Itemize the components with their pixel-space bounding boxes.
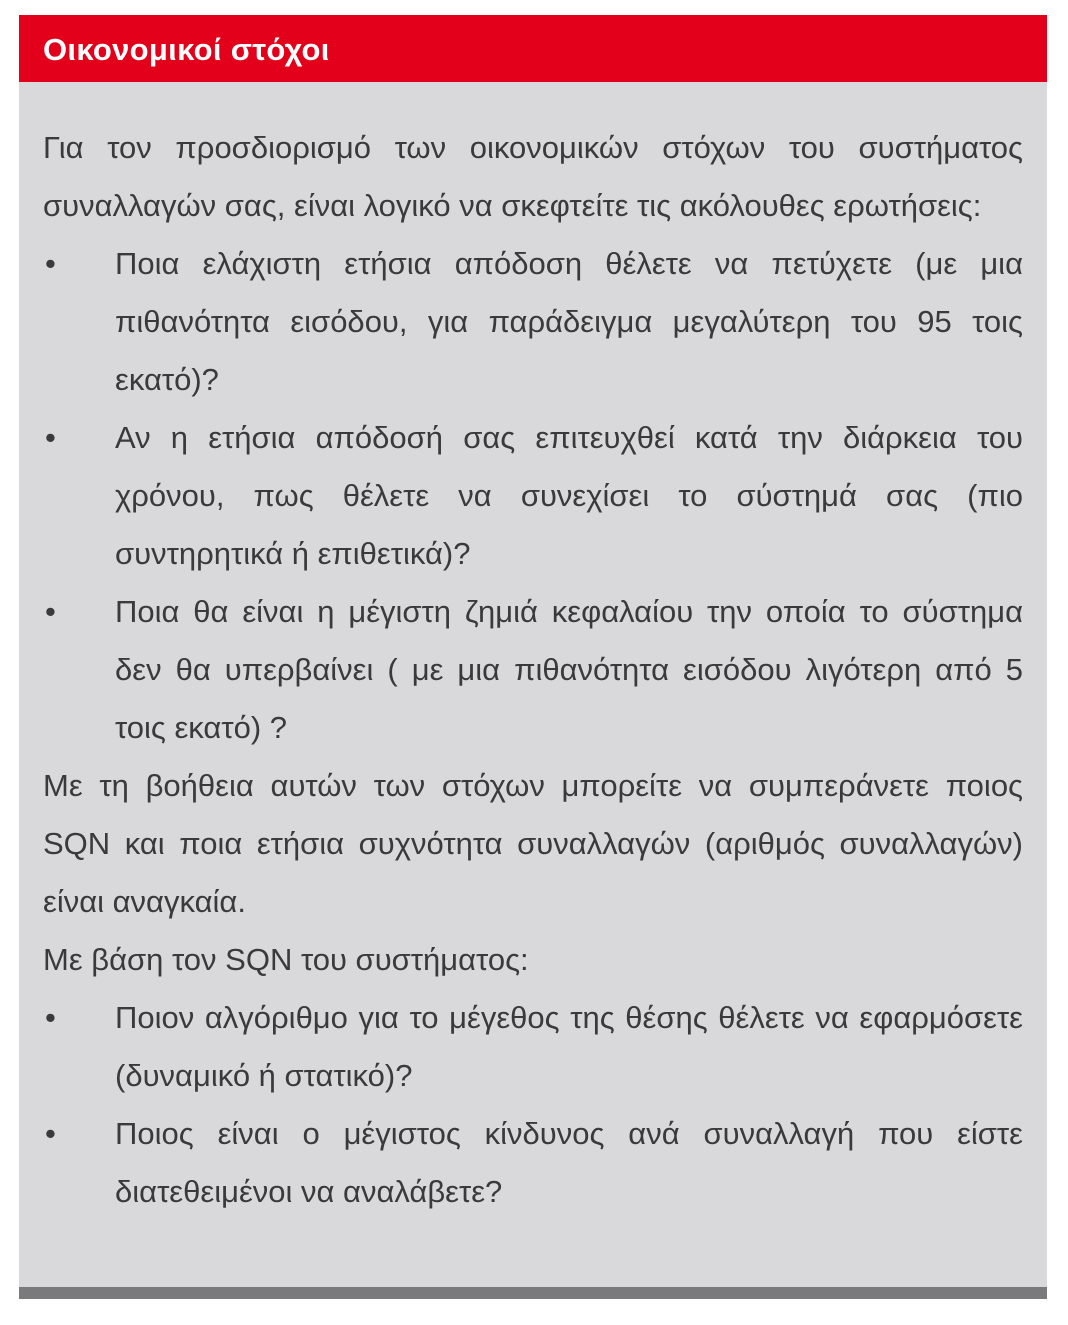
list-item-text: Ποιος είναι ο μέγιστος κίνδυνος ανά συναλλαγή που είστε διατεθειμένοι να αναλάβετε? — [115, 1116, 1023, 1209]
list-item-text: Ποιον αλγόριθμο για το μέγεθος της θέσης θέλετε να εφαρμόσετε (δυναμικό ή στατικό)? — [115, 1000, 1023, 1093]
list-item-text: Ποια θα είναι η μέγιστη ζημιά κεφαλαίου την οποία το σύστημα δεν θα υπερβαίνει ( με μια πιθανότητα εισόδου λιγότερη από 5 τοις εκατό) ? — [115, 594, 1023, 745]
box-content — [43, 119, 1023, 1221]
bullet-icon: • — [45, 1116, 56, 1151]
sqn-intro-paragraph: Με βάση τον SQN του συστήματος: — [43, 942, 529, 977]
middle-paragraph: Με τη βοήθεια αυτών των στόχων μπορείτε να συμπεράνετε ποιος SQN και ποια ετήσια συχνότητα συναλλαγών (αριθμός συναλλαγών) είναι αναγκαία. — [43, 768, 1023, 919]
list-item — [43, 235, 1023, 409]
list-item — [43, 583, 1023, 757]
financial-goals-box — [19, 15, 1047, 1299]
list-item-text: Αν η ετήσια απόδοσή σας επιτευχθεί κατά την διάρκεια του χρόνου, πως θέλετε να συνεχίσει το σύστημά σας (πιο συντηρητικά ή επιθετικά)? — [115, 420, 1023, 571]
questions-list-1 — [43, 235, 1023, 757]
bullet-icon: • — [45, 420, 56, 455]
bullet-icon: • — [45, 594, 56, 629]
bullet-icon: • — [45, 1000, 56, 1035]
bottom-border — [19, 1287, 1047, 1299]
list-item — [43, 1105, 1023, 1221]
box-header — [19, 15, 1047, 82]
list-item — [43, 989, 1023, 1105]
questions-list-2 — [43, 989, 1023, 1221]
bullet-icon: • — [45, 246, 56, 281]
intro-paragraph: Για τον προσδιορισμό των οικονομικών στόχων του συστήματος συναλλαγών σας, είναι λογικό να σκεφτείτε τις ακόλουθες ερωτήσεις: — [43, 130, 1023, 223]
list-item-text: Ποια ελάχιστη ετήσια απόδοση θέλετε να πετύχετε (με μια πιθανότητα εισόδου, για παράδειγμα μεγαλύτερη του 95 τοις εκατό)? — [115, 246, 1023, 397]
list-item — [43, 409, 1023, 583]
box-title: Οικονομικοί στόχοι — [43, 32, 330, 67]
